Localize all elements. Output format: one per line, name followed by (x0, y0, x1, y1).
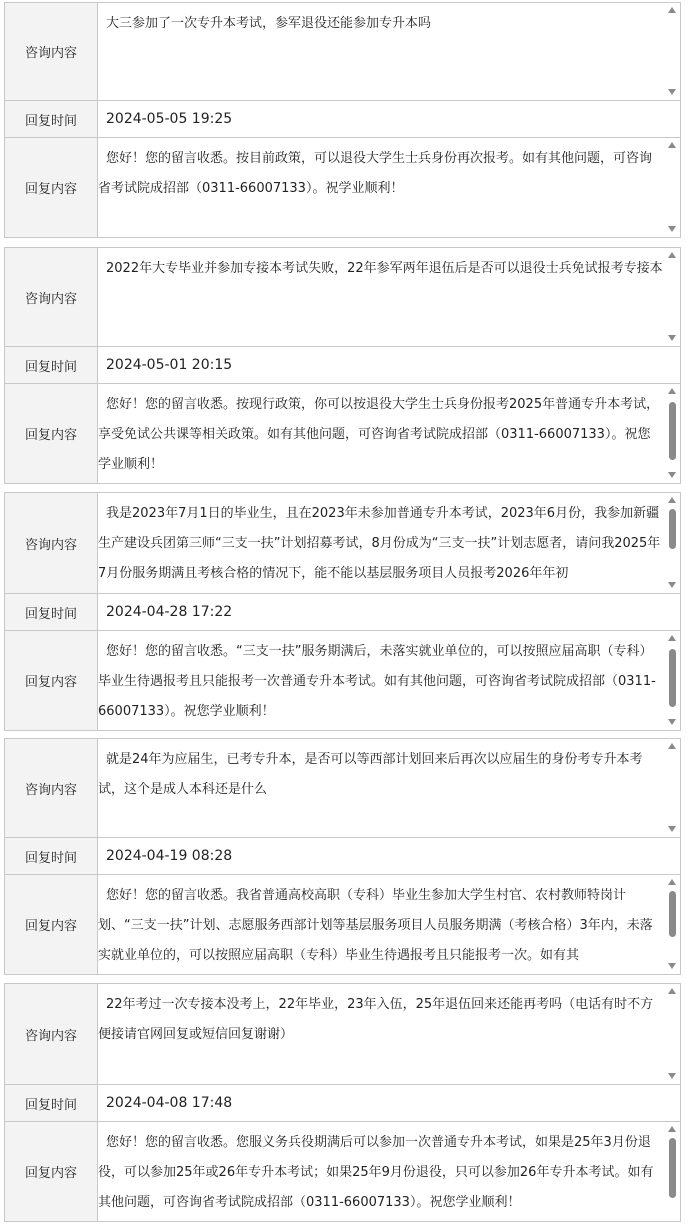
scroll-up-arrow-icon[interactable] (668, 252, 676, 258)
scroll-up-arrow-icon[interactable] (668, 879, 676, 885)
question-label: 咨询内容 (5, 3, 98, 100)
question-text: 就是24年为应届生，已考专升本，是否可以等西部计划回来后再次以应届生的身份考专升本考试，这个是成人本科还是什么 (98, 752, 643, 797)
reply-time-row (5, 594, 680, 631)
reply-time-value: 2024-04-19 08:28 (106, 848, 233, 864)
question-label: 咨询内容 (5, 984, 98, 1084)
question-text: 我是2023年7月1日的毕业生，且在2023年未参加普通专升本考试，2023年6月份，我参加新疆生产建设兵团第三师“三支一扶”计划招募考试，8月份成为“三支一扶”计划志愿者，请问我2025年7月份服务期满且考核合格的情况下，能不能以基层服务项目人员报考2026年年初 (98, 506, 661, 581)
scroll-thumb[interactable] (669, 509, 676, 549)
scroll-up-arrow-icon[interactable] (668, 988, 676, 994)
scrollbar[interactable] (665, 631, 680, 730)
reply-text: 您好！您的留言收悉。我省普通高校高职（专科）毕业生参加大学生村官、农村教师特岗计划、“三支一扶”计划、志愿服务西部计划等基层服务项目人员服务期满（考核合格）3年内，未落实就业单位的，可以按照应届高职（专科）毕业生待遇报考且只能报考一次。如有其 (98, 888, 653, 963)
question-label: 咨询内容 (5, 248, 98, 346)
scroll-up-arrow-icon[interactable] (668, 142, 676, 148)
question-label: 咨询内容 (5, 739, 98, 837)
scroll-down-arrow-icon[interactable] (668, 1073, 676, 1079)
question-label: 咨询内容 (5, 493, 98, 593)
scroll-up-arrow-icon[interactable] (668, 497, 676, 503)
reply-time-value: 2024-04-08 17:48 (106, 1095, 233, 1111)
consultation-entry (4, 2, 681, 238)
reply-time-label: 回复时间 (5, 347, 98, 383)
scroll-down-arrow-icon[interactable] (668, 719, 676, 725)
scrollbar[interactable] (665, 248, 680, 346)
scroll-thumb[interactable] (669, 891, 676, 937)
consultation-entry (4, 738, 681, 975)
reply-time-row (5, 838, 680, 875)
scroll-thumb[interactable] (669, 1138, 676, 1198)
scroll-down-arrow-icon[interactable] (668, 472, 676, 478)
question-textarea[interactable] (98, 248, 680, 346)
reply-textarea[interactable] (98, 1122, 680, 1221)
reply-textarea[interactable] (98, 875, 680, 974)
question-row (5, 984, 680, 1085)
consultation-entry (4, 983, 681, 1222)
scrollbar[interactable] (665, 384, 680, 483)
reply-label: 回复内容 (5, 384, 98, 483)
reply-time-row (5, 347, 680, 384)
scroll-up-arrow-icon[interactable] (668, 1126, 676, 1132)
reply-time-value: 2024-05-01 20:15 (106, 357, 233, 373)
reply-time-cell (98, 1085, 680, 1121)
scroll-down-arrow-icon[interactable] (668, 226, 676, 232)
scrollbar[interactable] (665, 138, 680, 237)
question-textarea[interactable] (98, 984, 680, 1084)
scrollbar[interactable] (665, 875, 680, 974)
reply-time-value: 2024-05-05 19:25 (106, 111, 233, 127)
scroll-down-arrow-icon[interactable] (668, 963, 676, 969)
reply-time-row (5, 101, 680, 138)
scroll-up-arrow-icon[interactable] (668, 743, 676, 749)
reply-text: 您好！您的留言收悉。按现行政策，你可以按退役大学生士兵身份报考2025年普通专升本考试，享受免试公共课等相关政策。如有其他问题，可咨询省考试院成招部（0311-66007133）。祝您学业顺利！ (98, 397, 660, 472)
question-row (5, 248, 680, 347)
question-textarea[interactable] (98, 3, 680, 100)
consultation-entry (4, 247, 681, 484)
scroll-up-arrow-icon[interactable] (668, 635, 676, 641)
reply-textarea[interactable] (98, 138, 680, 237)
reply-row (5, 384, 680, 483)
reply-time-row (5, 1085, 680, 1122)
reply-textarea[interactable] (98, 631, 680, 730)
reply-time-label: 回复时间 (5, 594, 98, 630)
reply-time-label: 回复时间 (5, 101, 98, 137)
reply-text: 您好！您的留言收悉。“三支一扶”服务期满后，未落实就业单位的，可以按照应届高职（专科）毕业生待遇报考且只能报考一次普通专升本考试。如有其他问题，可咨询省考试院成招部（0311-66007133）。祝您学业顺利！ (98, 644, 656, 719)
reply-row (5, 631, 680, 730)
scroll-up-arrow-icon[interactable] (668, 7, 676, 13)
reply-text: 您好！您的留言收悉。按目前政策，可以退役大学生士兵身份再次报考。如有其他问题，可咨询省考试院成招部（0311-66007133）。祝学业顺利！ (98, 151, 653, 196)
reply-textarea[interactable] (98, 384, 680, 483)
scroll-down-arrow-icon[interactable] (668, 89, 676, 95)
scroll-thumb[interactable] (669, 402, 676, 460)
reply-text: 您好！您的留言收悉。您服义务兵役期满后可以参加一次普通专升本考试，如果是25年3月份退役，可以参加25年或26年专升本考试；如果25年9月份退役，只可以参加26年专升本考试。如有其他问题，可咨询省考试院成招部（0311-66007133）。祝您学业顺利！ (98, 1135, 654, 1210)
question-textarea[interactable] (98, 493, 680, 593)
reply-time-label: 回复时间 (5, 838, 98, 874)
scrollbar[interactable] (665, 493, 680, 593)
question-text: 大三参加了一次专升本考试，参军退役还能参加专升本吗 (106, 16, 432, 31)
reply-row (5, 138, 680, 237)
reply-time-value: 2024-04-28 17:22 (106, 604, 233, 620)
scroll-thumb[interactable] (669, 649, 676, 707)
reply-label: 回复内容 (5, 1122, 98, 1221)
reply-label: 回复内容 (5, 631, 98, 730)
reply-label: 回复内容 (5, 875, 98, 974)
reply-time-cell (98, 101, 680, 137)
question-row (5, 3, 680, 101)
scrollbar[interactable] (665, 3, 680, 100)
scroll-down-arrow-icon[interactable] (668, 335, 676, 341)
consultation-entry (4, 492, 681, 731)
scroll-down-arrow-icon[interactable] (668, 826, 676, 832)
scroll-down-arrow-icon[interactable] (668, 582, 676, 588)
scrollbar[interactable] (665, 739, 680, 837)
reply-label: 回复内容 (5, 138, 98, 237)
scroll-up-arrow-icon[interactable] (668, 388, 676, 394)
question-row (5, 493, 680, 594)
reply-time-cell (98, 838, 680, 874)
scrollbar[interactable] (665, 984, 680, 1084)
question-textarea[interactable] (98, 739, 680, 837)
reply-time-cell (98, 594, 680, 630)
reply-row (5, 1122, 680, 1221)
reply-row (5, 875, 680, 974)
question-row (5, 739, 680, 838)
question-text: 2022年大专毕业并参加专接本考试失败，22年参军两年退伍后是否可以退役士兵免试报考专接本 (106, 261, 663, 276)
question-text: 22年考过一次专接本没考上，22年毕业，23年入伍，25年退伍回来还能再考吗（电话有时不方便接请官网回复或短信回复谢谢） (98, 997, 654, 1042)
reply-time-label: 回复时间 (5, 1085, 98, 1121)
reply-time-cell (98, 347, 680, 383)
scrollbar[interactable] (665, 1122, 680, 1221)
